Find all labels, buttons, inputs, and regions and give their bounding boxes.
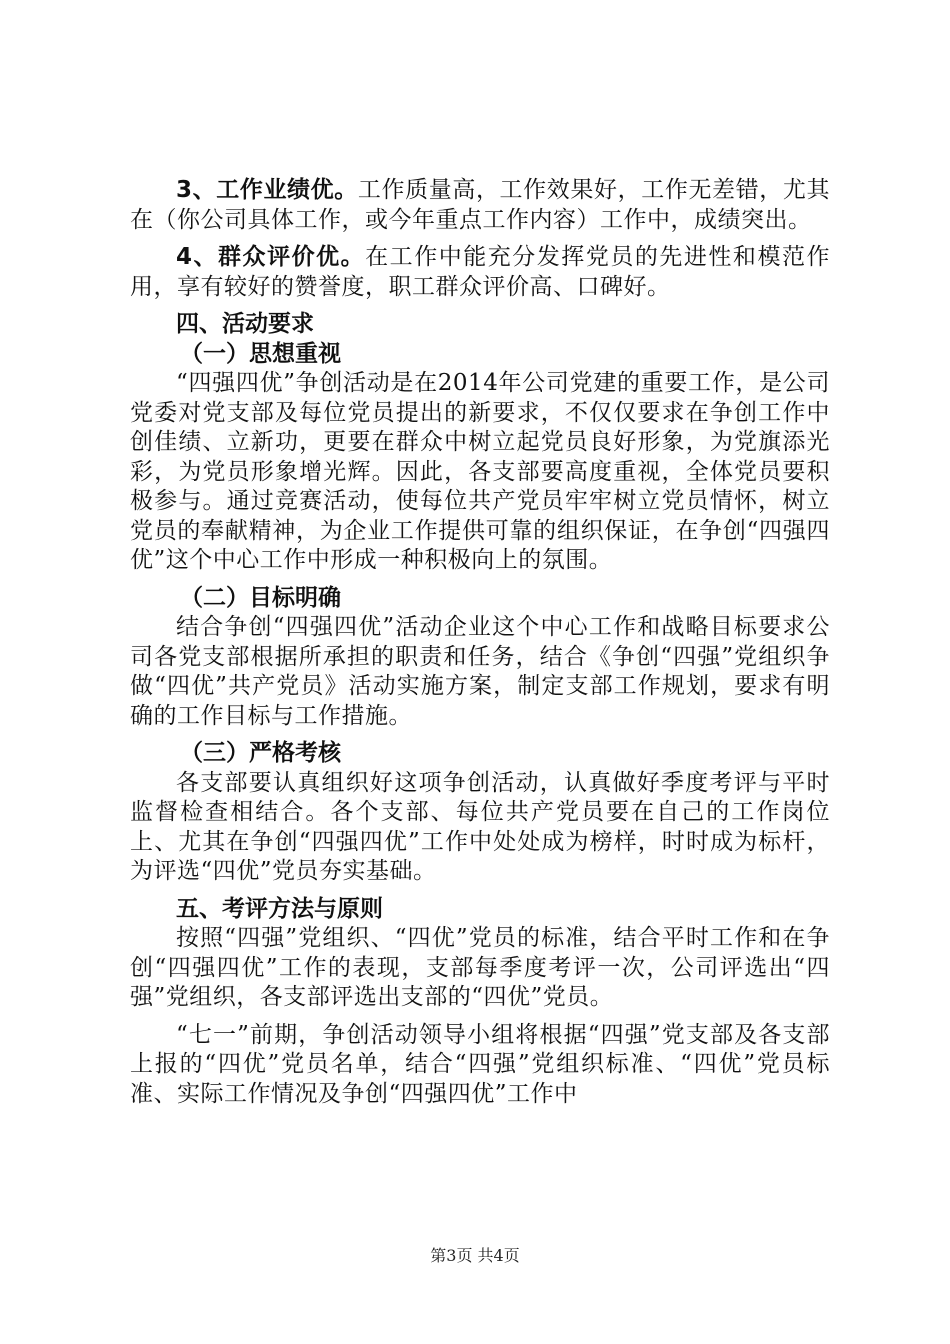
subsection-1-text: “四强四优”争创活动是在2014年公司党建的重要工作，是公司党委对党支部及每位党员提出的新要求，不仅仅要求在争创工作中创佳绩、立新功，更要在群众中树立起党员良好形象，为党旗添光彩，为党员形象增光辉。因此，各支部要高度重视，全体党员要积极参与。通过竞赛活动，使每位共产党员牢牢树立党员情怀，树立党员的奉献精神，为企业工作提供可靠的组织保证，在争创“四强四优”这个中心工作中形成一种积极向上的氛围。 bbox=[130, 370, 830, 573]
item-4-lead: 4、群众评价优。 bbox=[176, 244, 366, 270]
section-5-paragraph-2: “七一”前期，争创活动领导小组将根据“四强”党支部及各支部上报的“四优”党员名单，结合“四强”党组织标准、“四优”党员标准、实际工作情况及争创“四强四优”工作中 bbox=[130, 1021, 830, 1107]
item-3-paragraph bbox=[130, 176, 830, 235]
subsection-3-text: 各支部要认真组织好这项争创活动，认真做好季度考评与平时监督检查相结合。各个支部、每位共产党员要在自己的工作岗位上、尤其在争创“四强四优”工作中处处成为榜样，时时成为标杆，为评选“四优”党员夯实基础。 bbox=[130, 769, 830, 884]
subsection-2-text: 结合争创“四强四优”活动企业这个中心工作和战略目标要求公司各党支部根据所承担的职责和任务，结合《争创“四强”党组织争做“四优”共产党员》活动实施方案，制定支部工作规划，要求有明确的工作目标与工作措施。 bbox=[130, 614, 830, 729]
subsection-3-heading: （三）严格考核 bbox=[180, 740, 341, 766]
item-3-text: 工作质量高，工作效果好，工作无差错，尤其在（你公司具体工作，或今年重点工作内容）工作中，成绩突出。 bbox=[130, 177, 830, 233]
subsection-1-heading: （一）思想重视 bbox=[180, 340, 341, 367]
item-4-text: 在工作中能充分发挥党员的先进性和模范作用，享有较好的赞誉度，职工群众评价高、口碑好。 bbox=[130, 244, 830, 300]
document-body bbox=[130, 176, 830, 1109]
section-4-heading: 四、活动要求 bbox=[176, 311, 314, 337]
subsection-2-heading: （二）目标明确 bbox=[180, 584, 341, 611]
item-4-paragraph bbox=[130, 243, 830, 302]
section-5-heading: 五、考评方法与原则 bbox=[176, 895, 383, 922]
section-5-paragraph-1: 按照“四强”党组织、“四优”党员的标准，结合平时工作和在争创“四强四优”工作的表现，支部每季度考评一次，公司评选出“四强”党组织，各支部评选出支部的“四优”党员。 bbox=[130, 925, 830, 1010]
page-footer: 第3页 共4页 bbox=[430, 1246, 520, 1265]
item-3-lead: 3、工作业绩优。 bbox=[176, 177, 358, 203]
